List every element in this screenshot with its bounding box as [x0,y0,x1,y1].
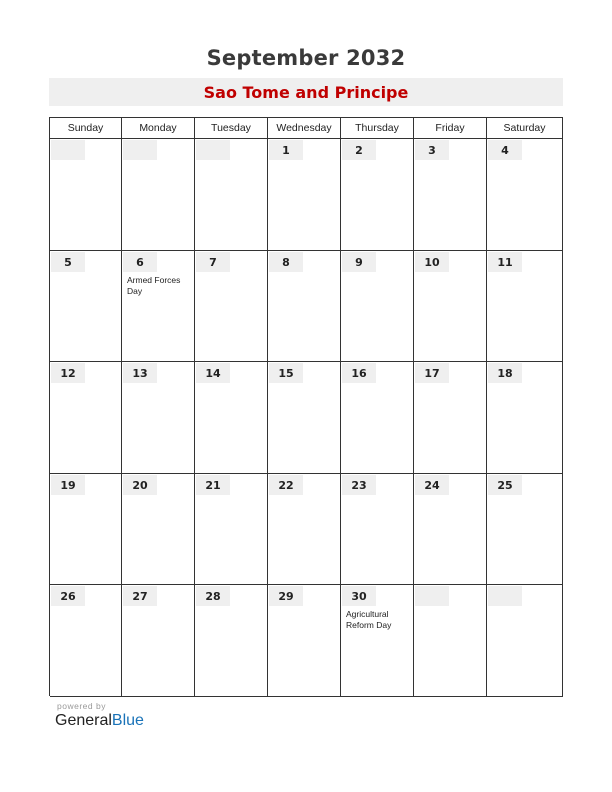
day-number: 13 [123,363,157,383]
day-number: 18 [488,363,522,383]
powered-by-text: powered by [57,701,106,711]
day-number: 30 [342,586,376,606]
day-number: 27 [123,586,157,606]
day-number: 24 [415,475,449,495]
day-cell [341,139,414,251]
day-cell [487,251,563,363]
day-number: 11 [488,252,522,272]
brand-blue: Blue [111,712,144,729]
country-name: Sao Tome and Principe [203,83,409,102]
day-cell [487,362,563,474]
day-number [123,140,157,160]
day-cell [268,139,341,251]
holiday-label: Armed Forces Day [127,274,181,296]
weeks-container [50,139,563,697]
day-number: 17 [415,363,449,383]
day-cell [414,474,487,586]
day-cell [414,251,487,363]
generalblue-logo[interactable] [55,712,144,730]
day-number: 28 [196,586,230,606]
day-number: 3 [415,140,449,160]
day-number: 4 [488,140,522,160]
day-number: 12 [51,363,85,383]
day-cell [268,251,341,363]
day-cell [414,139,487,251]
day-number: 26 [51,586,85,606]
day-cell [487,474,563,586]
week-row [50,362,563,474]
day-cell [341,585,414,697]
day-cell [195,139,268,251]
brand-general: General [55,712,112,729]
day-cell [195,362,268,474]
day-number: 5 [51,252,85,272]
day-number: 9 [342,252,376,272]
day-cell [414,362,487,474]
day-number [51,140,85,160]
calendar-grid [49,117,563,696]
day-cell [268,585,341,697]
weekday-sunday: Sunday [50,118,122,139]
day-cell [487,139,563,251]
weekday-header-row [50,118,563,139]
weekday-saturday: Saturday [487,118,563,139]
day-cell [341,362,414,474]
day-number: 14 [196,363,230,383]
day-number: 19 [51,475,85,495]
day-number: 16 [342,363,376,383]
day-cell [50,139,122,251]
week-row [50,251,563,363]
day-cell [122,585,195,697]
country-banner [49,78,563,106]
day-number: 2 [342,140,376,160]
day-number: 23 [342,475,376,495]
day-cell [268,474,341,586]
day-cell [341,251,414,363]
day-number [488,586,522,606]
weekday-monday: Monday [122,118,195,139]
day-cell [195,251,268,363]
day-number: 29 [269,586,303,606]
day-number: 21 [196,475,230,495]
page-title: September 2032 [206,46,406,70]
day-cell [50,585,122,697]
day-number [415,586,449,606]
weekday-tuesday: Tuesday [195,118,268,139]
week-row [50,585,563,697]
day-cell [50,362,122,474]
day-cell [195,474,268,586]
day-number: 15 [269,363,303,383]
day-number: 6 [123,252,157,272]
day-cell [122,251,195,363]
week-row [50,139,563,251]
day-cell [414,585,487,697]
day-number: 1 [269,140,303,160]
day-cell [122,362,195,474]
holiday-label: Agricultural Reform Day [346,609,392,631]
day-cell [122,474,195,586]
day-cell [268,362,341,474]
weekday-thursday: Thursday [341,118,414,139]
week-row [50,474,563,586]
weekday-wednesday: Wednesday [268,118,341,139]
weekday-friday: Friday [414,118,487,139]
day-cell [50,474,122,586]
day-cell [341,474,414,586]
day-number: 8 [269,252,303,272]
day-number: 20 [123,475,157,495]
day-cell [50,251,122,363]
day-cell [195,585,268,697]
day-number: 7 [196,252,230,272]
day-number: 25 [488,475,522,495]
day-cell [122,139,195,251]
day-cell [487,585,563,697]
day-number [196,140,230,160]
day-number: 22 [269,475,303,495]
day-number: 10 [415,252,449,272]
